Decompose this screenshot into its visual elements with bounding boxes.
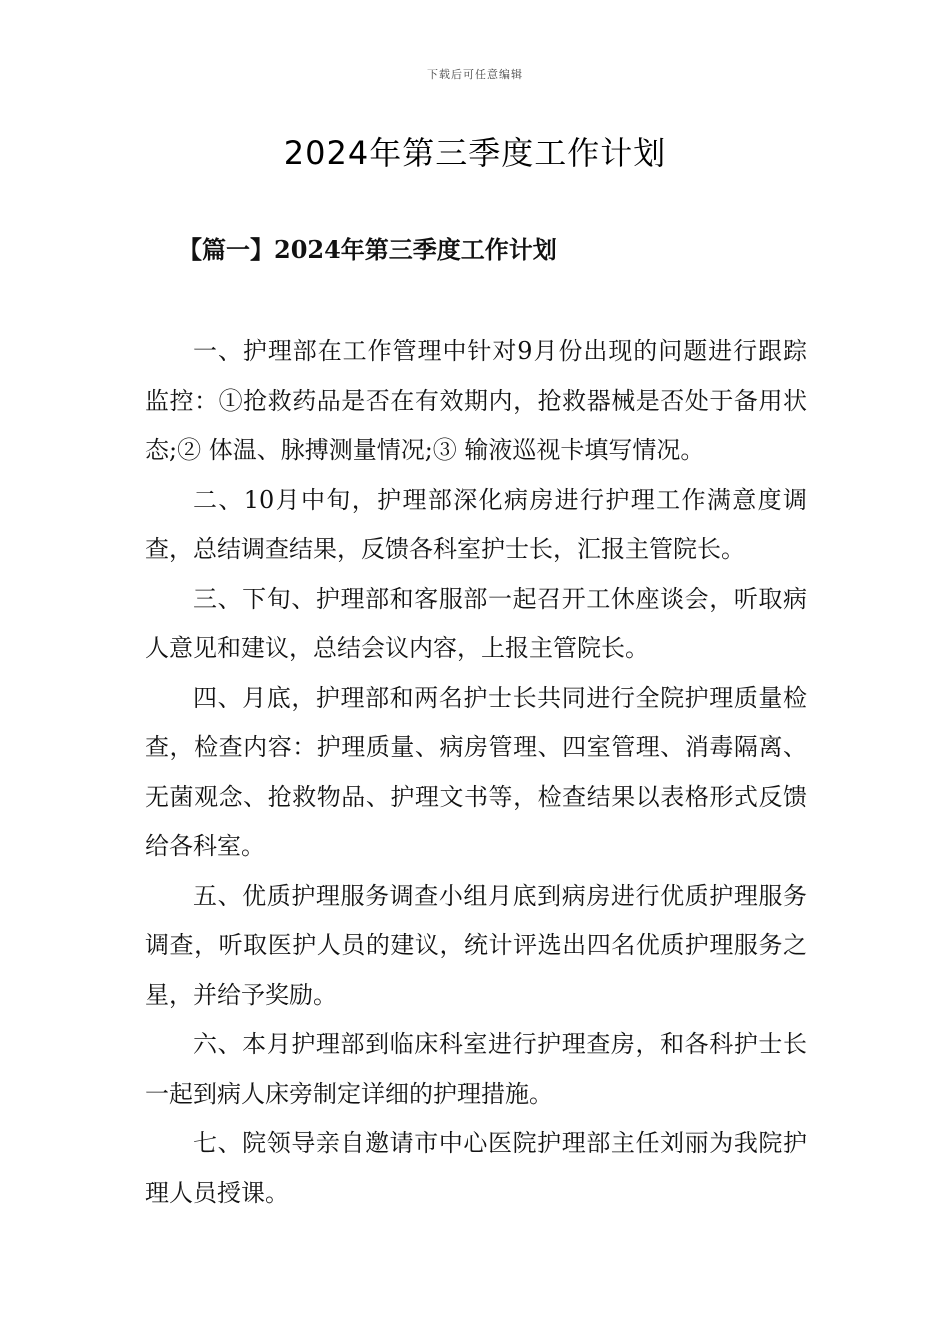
paragraph-1: 一、护理部在工作管理中针对9月份出现的问题进行跟踪监控：①抢救药品是否在有效期内，抢救器械是否处于备用状态;② 体温、脉搏测量情况;③ 输液巡视卡填写情况。 [145, 337, 807, 464]
paragraph-3: 三、下旬、护理部和客服部一起召开工休座谈会，听取病人意见和建议，总结会议内容，上报主管院长。 [145, 584, 807, 662]
paragraph-5: 五、优质护理服务调查小组月底到病房进行优质护理服务调查，听取医护人员的建议，统计评选出四名优质护理服务之星，并给予奖励。 [145, 881, 807, 1009]
document-title: 2024年第三季度工作计划 [283, 134, 667, 172]
section-heading: 【篇一】2024年第三季度工作计划 [178, 235, 557, 264]
paragraph-4: 四、月底，护理部和两名护士长共同进行全院护理质量检查，检查内容：护理质量、病房管理、四室管理、消毒隔离、无菌观念、抢救物品、护理文书等，检查结果以表格形式反馈给各科室。 [145, 683, 807, 860]
document-body [145, 327, 807, 1218]
paragraph-6: 六、本月护理部到临床科室进行护理查房，和各科护士长一起到病人床旁制定详细的护理措施。 [145, 1030, 807, 1108]
paragraph-7: 七、院领导亲自邀请市中心医院护理部主任刘丽为我院护理人员授课。 [145, 1129, 807, 1207]
header-note: 下载后可任意编辑 [427, 68, 523, 81]
paragraph-2: 二、10月中旬，护理部深化病房进行护理工作满意度调查，总结调查结果，反馈各科室护士长，汇报主管院长。 [145, 485, 807, 563]
